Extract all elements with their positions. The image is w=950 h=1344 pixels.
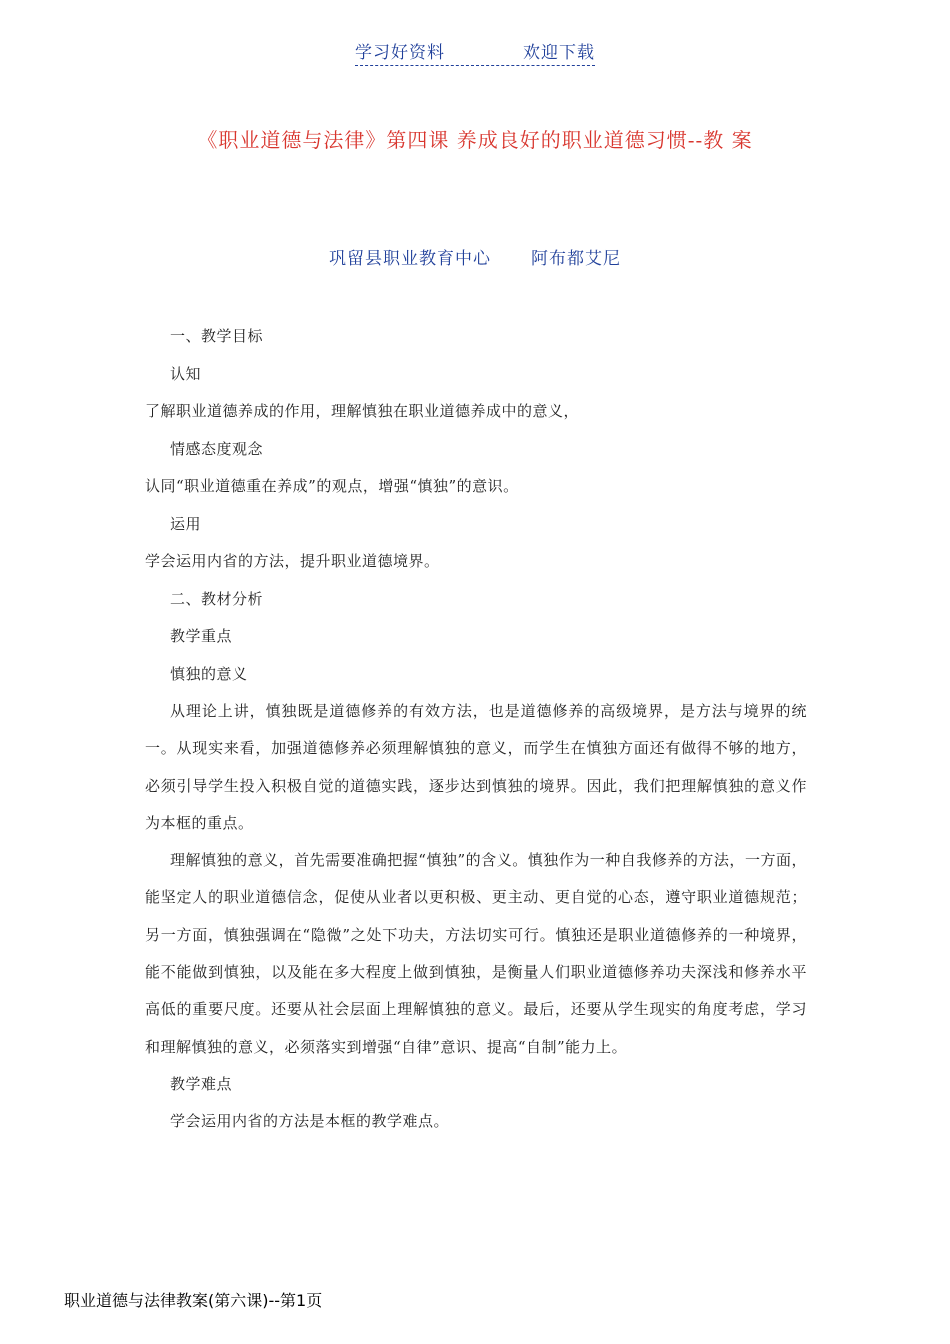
- subheading-application: 运用: [170, 514, 202, 533]
- document-title: 《职业道德与法律》第四课 养成良好的职业道德习惯--教 案: [197, 128, 753, 152]
- section-heading-analysis: 二、教材分析: [170, 589, 264, 608]
- header-right-text: 欢迎下载: [523, 43, 595, 63]
- cognition-text: 了解职业道德养成的作用，理解慎独在职业道德养成中的意义，: [145, 402, 580, 420]
- subheading-key-point: 教学重点: [170, 627, 233, 645]
- subheading-emotion: 情感态度观念: [170, 439, 264, 458]
- author-organization: 巩留县职业教育中心: [329, 249, 491, 269]
- author-line: [0, 244, 950, 269]
- key-point-topic: 慎独的意义: [170, 664, 248, 683]
- page-header: [0, 38, 950, 66]
- paragraph-understanding: 理解慎独的意义，首先需要准确把握“慎独”的含义。慎独作为一种自我修养的方法，一方面，能坚定人的职业道德信念，促使从业者以更积极、更主动、更自觉的心态，遵守职业道德规范；另一方面，慎独强调在“隐微”之处下功夫，方法切实可行。慎独还是职业道德修养的一种境界，能不能做到慎独，以及能在多大程度上做到慎独，是衡量人们职业道德修养功夫深浅和修养水平高低的重要尺度。还要从社会层面上理解慎独的意义。最后，还要从学生现实的角度考虑，学习和理解慎独的意义，必须落实到增强“自律”意识、提高“自制”能力上。: [145, 851, 807, 1056]
- subheading-difficulty: 教学难点: [170, 1074, 233, 1093]
- page-footer: 职业道德与法律教案(第六课)--第1页: [64, 1291, 323, 1310]
- application-text: 学会运用内省的方法，提升职业道德境界。: [145, 552, 440, 570]
- header-underline: [355, 38, 595, 66]
- author-name: 阿布都艾尼: [531, 249, 621, 269]
- emotion-text: 认同“职业道德重在养成”的观点，增强“慎独”的意识。: [145, 477, 519, 495]
- difficulty-text: 学会运用内省的方法是本框的教学难点。: [170, 1112, 450, 1131]
- document-body: [145, 318, 807, 1141]
- header-left-text: 学习好资料: [355, 43, 445, 63]
- section-heading-objectives: 一、教学目标: [170, 327, 264, 345]
- subheading-cognition: 认知: [170, 364, 202, 383]
- paragraph-theory: 从理论上讲，慎独既是道德修养的有效方法，也是道德修养的高级境界，是方法与境界的统一。从现实来看，加强道德修养必须理解慎独的意义，而学生在慎独方面还有做得不够的地方，必须引导学生投入积极自觉的道德实践，逐步达到慎独的境界。因此，我们把理解慎独的意义作为本框的重点。: [145, 702, 807, 832]
